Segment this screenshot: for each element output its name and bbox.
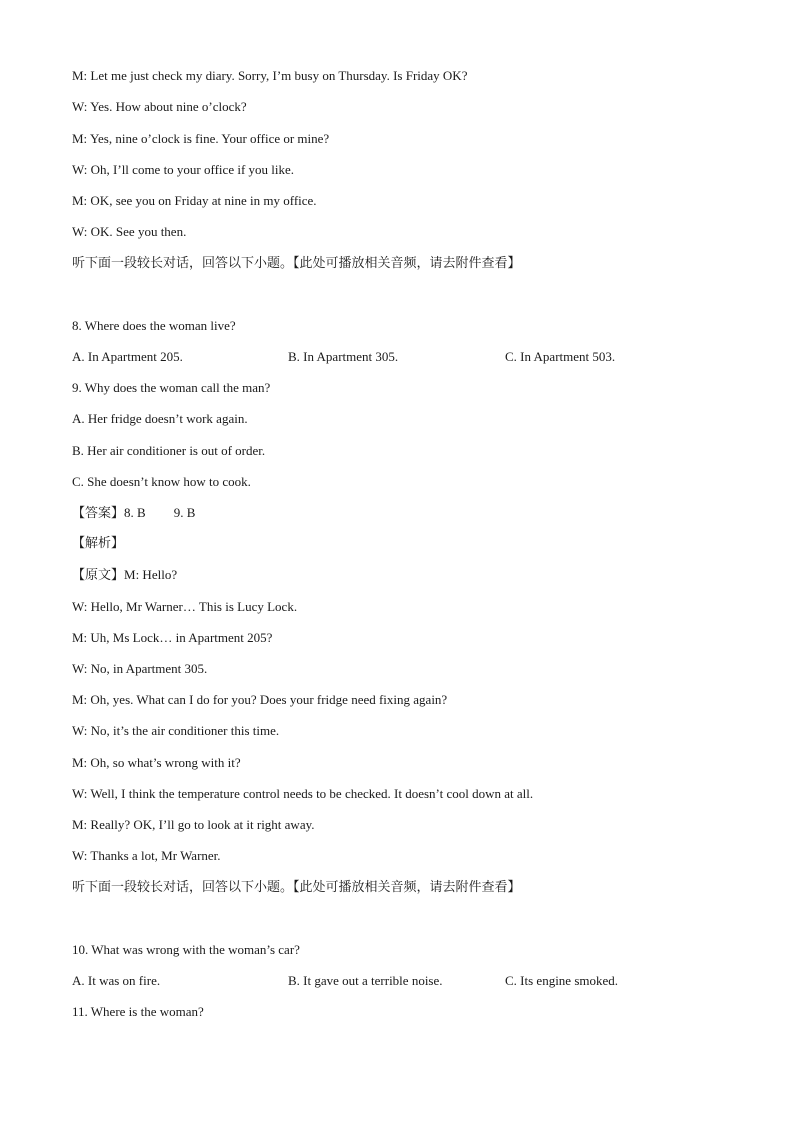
transcript-line: W: Well, I think the temperature control needs to be checked. It doesn’t cool down at all.	[72, 786, 534, 801]
answer-tag: 【答案】	[72, 506, 125, 521]
transcript-line: W: Thanks a lot, Mr Warner.	[72, 848, 221, 863]
dialog-line: M: Let me just check my diary. Sorry, I’m busy on Thursday. Is Friday OK?	[72, 68, 468, 83]
answer-9: 9. B	[173, 505, 196, 520]
q8-option-c: C. In Apartment 503.	[505, 349, 616, 364]
q9-option-a: A. Her fridge doesn’t work again.	[72, 411, 248, 426]
listening-instruction: 听下面一段较长对话，回答以下小题。【此处可播放相关音频，请去附件查看】	[72, 880, 521, 895]
listening-instruction: 听下面一段较长对话，回答以下小题。【此处可播放相关音频，请去附件查看】	[72, 256, 521, 271]
transcript-line: W: No, in Apartment 305.	[72, 661, 208, 676]
transcript-line: M: Oh, yes. What can I do for you? Does your fridge need fixing again?	[72, 692, 448, 707]
answer-8: 8. B	[124, 505, 146, 520]
q10-option-b: B. It gave out a terrible noise.	[288, 973, 443, 988]
dialog-line: W: Yes. How about nine o’clock?	[72, 99, 247, 114]
dialog-line: W: Oh, I’ll come to your office if you like.	[72, 162, 295, 177]
transcript-line: W: Hello, Mr Warner… This is Lucy Lock.	[72, 599, 298, 614]
q10-option-c: C. Its engine smoked.	[505, 973, 619, 988]
dialog-line: M: OK, see you on Friday at nine in my office.	[72, 193, 317, 208]
question-9: 9. Why does the woman call the man?	[72, 380, 271, 395]
analysis-tag: 【解析】	[72, 536, 125, 551]
transcript-line: M: Really? OK, I’ll go to look at it right away.	[72, 817, 315, 832]
question-10: 10. What was wrong with the woman’s car?	[72, 942, 300, 957]
q9-option-b: B. Her air conditioner is out of order.	[72, 443, 266, 458]
question-8: 8. Where does the woman live?	[72, 318, 236, 333]
transcript-first-line	[72, 567, 177, 584]
q9-option-c: C. She doesn’t know how to cook.	[72, 474, 251, 489]
q8-option-a: A. In Apartment 205.	[72, 349, 183, 364]
answer-line	[72, 505, 195, 522]
transcript-line: M: Uh, Ms Lock… in Apartment 205?	[72, 630, 273, 645]
dialog-line: M: Yes, nine o’clock is fine. Your office or mine?	[72, 131, 330, 146]
transcript-line: M: Hello?	[124, 567, 178, 582]
q8-option-b: B. In Apartment 305.	[288, 349, 399, 364]
q10-option-a: A. It was on fire.	[72, 973, 161, 988]
transcript-line: M: Oh, so what’s wrong with it?	[72, 755, 241, 770]
dialog-line: W: OK. See you then.	[72, 224, 187, 239]
question-11: 11. Where is the woman?	[72, 1004, 204, 1019]
transcript-line: W: No, it’s the air conditioner this time.	[72, 723, 280, 738]
transcript-tag: 【原文】	[72, 568, 125, 583]
